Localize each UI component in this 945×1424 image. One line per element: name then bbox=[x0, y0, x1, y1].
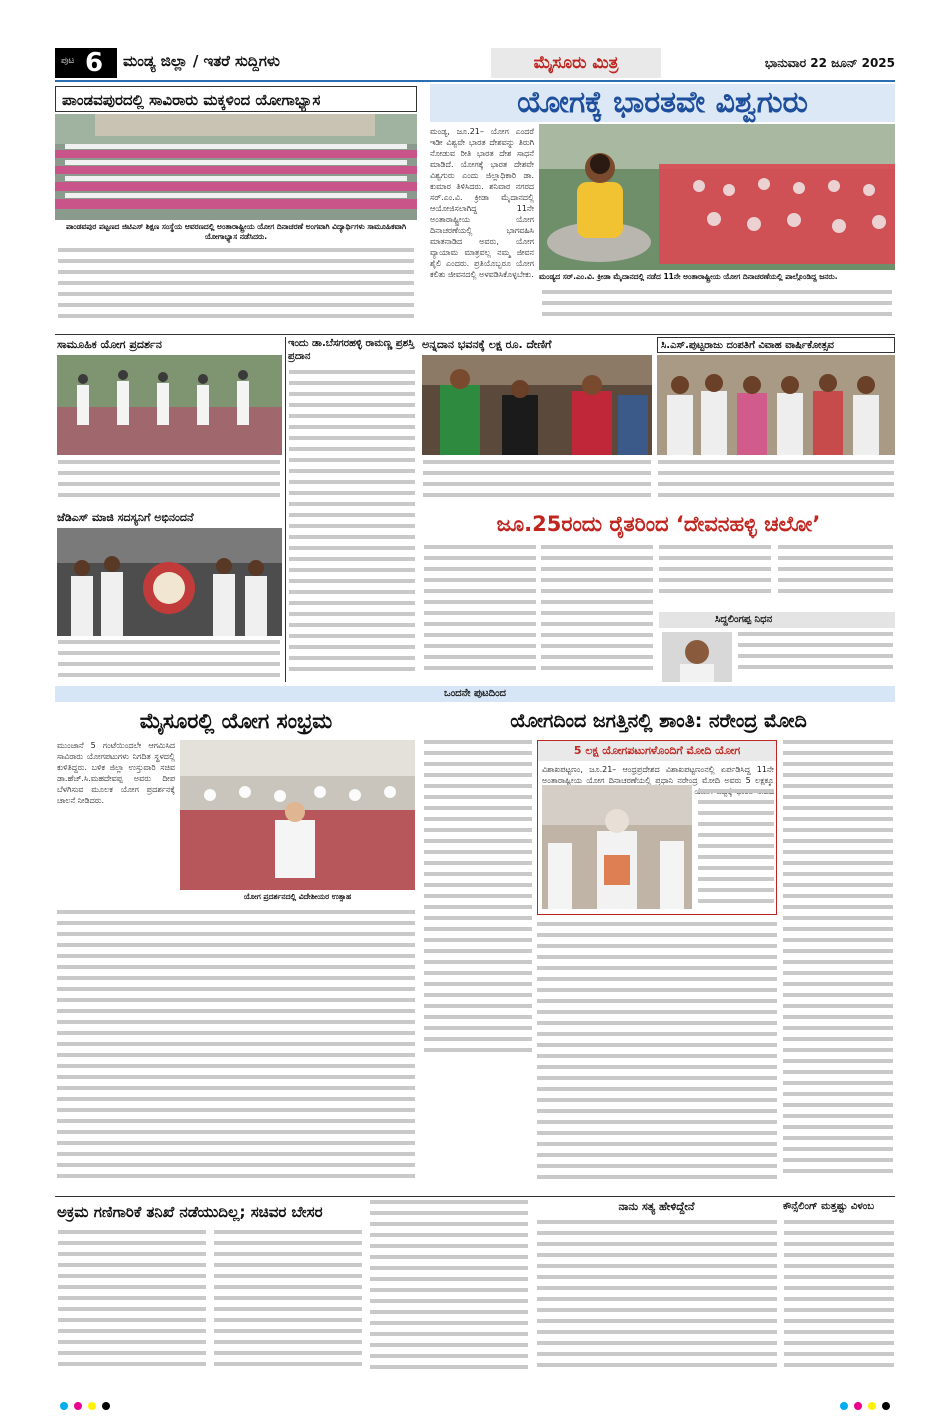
text-modi-col3 bbox=[783, 740, 893, 1190]
text-chalo-col2 bbox=[541, 545, 653, 680]
text-nidhana bbox=[738, 632, 893, 682]
text-akrama-col3 bbox=[370, 1200, 528, 1380]
text-modi-col2 bbox=[537, 922, 777, 1192]
photo-mysore-yoga bbox=[180, 740, 415, 890]
caption-annadana bbox=[423, 460, 651, 502]
photo-modi-yoga bbox=[542, 785, 692, 909]
headline-nidhana: ಸಿದ್ದಲಿಂಗಪ್ಪ ನಿಧನ bbox=[659, 612, 895, 628]
headline-satya: ನಾನು ಸತ್ಯ ಹೇಳಿದ್ದೇನೆ bbox=[618, 1200, 695, 1213]
continued-label: ಒಂದನೇ ಪುಟದಿಂದ bbox=[444, 688, 506, 699]
modi-inset-title: 5 ಲಕ್ಷ ಯೋಗಪಟುಗಳೊಂದಿಗೆ ಮೋದಿ ಯೋಗ bbox=[538, 741, 776, 761]
headline-counselling: ಕೌನ್ಸೆಲಿಂಗ್ ಮತ್ತಷ್ಟು ವಿಳಂಬ bbox=[783, 1201, 874, 1212]
photo-abhinandane bbox=[57, 528, 282, 636]
text-modi-inset bbox=[698, 789, 774, 909]
photo-puttaraju bbox=[657, 355, 895, 455]
photo-vishwaguru-yoga bbox=[539, 124, 895, 270]
photo-annadana bbox=[422, 355, 652, 455]
text-counselling bbox=[784, 1220, 894, 1380]
page-number-box bbox=[55, 48, 117, 78]
issue-date: ಭಾನುವಾರ 22 ಜೂನ್ 2025 bbox=[764, 56, 895, 70]
caption-puttaraju bbox=[658, 460, 894, 502]
row-divider-1 bbox=[55, 334, 895, 335]
headline-modi: ಯೋಗದಿಂದ ಜಗತ್ತಿನಲ್ಲಿ ಶಾಂತಿ: ನರೇಂದ್ರ ಮೋದಿ bbox=[510, 710, 807, 732]
text-vishwaguru-intro: ಮಂಡ್ಯ, ಜೂ.21– ಯೋಗ ಎಂದರೆ ಇಡೀ ವಿಶ್ವವೇ ಭಾರತ ದೇಶವನ್ನು ತಿರುಗಿ ನೋಡುವ ರೀತಿ ಭಾರತ ದೇಶ ಸಾಧನೆ ಮಾಡಿದೆ. ಯೋಗಕ್ಕೆ ಭಾರತ ದೇಶವೇ ವಿಶ್ವಗುರು ಎಂದು ಜಿಲ್ಲಾಧಿಕಾರಿ ಡಾ. ಕುಮಾರ ತಿಳಿಸಿದರು. ಶನಿವಾರ ನಗರದ ಸರ್.ಎಂ.ವಿ. ಕ್ರೀಡಾ ಮೈದಾನದಲ್ಲಿ ಆಯೋಜಿಸಲಾಗಿದ್ದ 11ನೇ ಅಂತಾರಾಷ್ಟ್ರೀಯ ಯೋಗ ದಿನಾಚರಣೆಯಲ್ಲಿ ಭಾಗವಹಿಸಿ ಮಾತನಾಡಿದ ಅವರು, ಯೋಗ ವ್ಯಾಯಾಮ ಮಾತ್ರವಲ್ಲ ನಮ್ಮ ಜೀವನ ಶೈಲಿ ಎಂದರು. ಪ್ರತಿಯೊಬ್ಬರೂ ಯೋಗ ಕಲಿತು ಜೀವನದಲ್ಲಿ ಅಳವಡಿಸಿಕೊಳ್ಳಬೇಕು. bbox=[430, 127, 534, 279]
photo-pandavapura-yoga bbox=[55, 114, 417, 220]
modi-inset-box bbox=[537, 740, 777, 915]
headline-puttaraju: ಸಿ.ಎಸ್.ಪುಟ್ಟರಾಜು ದಂಪತಿಗೆ ವಿವಾಹ ವಾರ್ಷಿಕೋತ್ಸವ bbox=[657, 337, 895, 353]
caption-abhinandane bbox=[58, 640, 280, 682]
page-number: 6 bbox=[85, 48, 104, 78]
caption-samuhika bbox=[58, 460, 280, 502]
text-mysore-body bbox=[57, 910, 415, 1190]
headline-abhinandane: ಜೆಡಿಎಸ್ ಮಾಜಿ ಸದಸ್ಯನಿಗೆ ಅಭಿನಂದನೆ bbox=[57, 511, 194, 524]
masthead-divider bbox=[55, 80, 895, 82]
headline-samuhika: ಸಾಮೂಹಿಕ ಯೋಗ ಪ್ರದರ್ಶನ bbox=[57, 338, 162, 351]
text-chalo-col4 bbox=[778, 545, 893, 605]
headline-akrama: ಅಕ್ರಮ ಗಣಿಗಾರಿಕೆ ತನಿಖೆ ನಡೆಯುದಿಲ್ಲ; ಸಚಿವರ ಬೇಸರ bbox=[57, 1203, 323, 1221]
color-registration-right bbox=[840, 1402, 900, 1410]
headline-ramanna: ಇಂದು ಡಾ.ಬೆಸಗರಹಳ್ಳಿ ರಾಮಣ್ಣ ಪ್ರಶಸ್ತಿ ಪ್ರದಾನ bbox=[288, 338, 415, 362]
text-akrama-col2 bbox=[214, 1230, 362, 1380]
masthead bbox=[55, 48, 895, 78]
headline-mysore-yoga: ಮೈಸೂರಲ್ಲಿ ಯೋಗ ಸಂಭ್ರಮ bbox=[139, 709, 333, 733]
color-registration-left bbox=[60, 1402, 160, 1410]
text-modi-intro: ವಿಶಾಖಪಟ್ಟಣಂ, ಜೂ.21– ಆಂಧ್ರಪ್ರದೇಶದ ವಿಶಾಖಪಟ್ಟಣಂನಲ್ಲಿ ಏರ್ಪಡಿಸಿದ್ದ 11ನೇ ಅಂತಾರಾಷ್ಟ್ರೀಯ ಯೋಗ ದಿನಾಚರಣೆಯಲ್ಲಿ ಪ್ರಧಾನಿ ನರೇಂದ್ರ ಮೋದಿ ಅವರು 5 ಲಕ್ಷಕ್ಕೂ bbox=[542, 765, 774, 785]
text-chalo-col1 bbox=[424, 545, 536, 680]
headline-vishwaguru: ಯೋಗಕ್ಕೆ ಭಾರತವೇ ವಿಶ್ವಗುರು bbox=[430, 84, 895, 122]
caption-vishwaguru: ಮಂಡ್ಯದ ಸರ್.ಎಂ.ವಿ. ಕ್ರೀಡಾ ಮೈದಾನದಲ್ಲಿ ನಡೆದ 11ನೇ ಅಂತಾರಾಷ್ಟ್ರೀಯ ಯೋಗ ದಿನಾಚರಣೆಯಲ್ಲಿ ಪಾಲ್ಗೊಂಡಿದ್ದ ಜನರು. bbox=[539, 272, 838, 281]
headline-pandavapura: ಪಾಂಡವಪುರದಲ್ಲಿ ಸಾವಿರಾರು ಮಕ್ಕಳಿಂದ ಯೋಗಾಭ್ಯಾಸ bbox=[55, 86, 417, 112]
text-chalo-col3 bbox=[659, 545, 771, 605]
text-vishwaguru bbox=[542, 290, 892, 330]
headline-annadana: ಅನ್ನದಾನ ಭವನಕ್ಕೆ ಲಕ್ಷ ರೂ. ದೇಣಿಗೆ bbox=[422, 338, 552, 351]
text-pandavapura bbox=[58, 248, 414, 330]
photo-siddalingappa bbox=[662, 632, 732, 682]
photo-samuhika-yoga bbox=[57, 355, 282, 455]
continued-banner bbox=[55, 686, 895, 702]
text-modi-col1 bbox=[424, 740, 532, 1070]
text-akrama-col1 bbox=[58, 1230, 206, 1380]
paper-logo: ಮೈಸೂರು ಮಿತ್ರ bbox=[491, 48, 661, 78]
caption-pandavapura: ಪಾಂಡವಪುರ ಪಟ್ಟಣದ ಜಿಟಿಎಸ್ ಶಿಕ್ಷಣ ಸಂಸ್ಥೆಯ ಆವರಣದಲ್ಲಿ ಅಂತಾರಾಷ್ಟ್ರೀಯ ಯೋಗ ದಿನಾಚರಣೆ ಅಂಗವಾಗಿ ವಿದ್ಯಾರ್ಥಿಗಳು ಸಾಮೂಹಿಕವಾಗಿ ಯೋಗಾಭ್ಯಾಸ ನಡೆಸಿದರು. bbox=[65, 222, 407, 241]
section-title: ಮಂಡ್ಯ ಜಿಲ್ಲಾ / ಇತರೆ ಸುದ್ದಿಗಳು bbox=[123, 52, 280, 70]
text-satya bbox=[537, 1220, 777, 1380]
caption-mysore-yoga: ಯೋಗ ಪ್ರದರ್ಶನದಲ್ಲಿ ವಿದೇಶೀಯರ ಉತ್ಸಾಹ bbox=[243, 892, 352, 901]
text-ramanna bbox=[289, 370, 415, 680]
col-divider-ramanna bbox=[285, 337, 286, 682]
page-label: ಪುಟ bbox=[61, 56, 75, 66]
text-mysore-intro: ಮುಂಜಾನೆ 5 ಗಂಟೆಯಿಂದಲೇ ಆಗಮಿಸಿದ ಸಾವಿರಾರು ಯೋಗಪಟುಗಳು ನಿಗದಿತ ಸ್ಥಳದಲ್ಲಿ ಕುಳಿತಿದ್ದರು. ಬಳಿಕ ಜಿಲ್ಲಾ ಉಸ್ತುವಾರಿ ಸಚಿವ ಡಾ.ಹೆಚ್.ಸಿ.ಮಹದೇವಪ್ಪ ಅವರು ದೀಪ ಬೆಳಗಿಸುವ ಮೂಲಕ ಯೋಗ ಪ್ರದರ್ಶನಕ್ಕೆ ಚಾಲನೆ ನೀಡಿದರು. bbox=[57, 741, 175, 805]
headline-chalo: ಜೂ.25ರಂದು ರೈತರಿಂದ ‘ದೇವನಹಳ್ಳಿ ಚಲೋ’ bbox=[496, 512, 821, 536]
row-divider-bottom bbox=[55, 1196, 895, 1197]
